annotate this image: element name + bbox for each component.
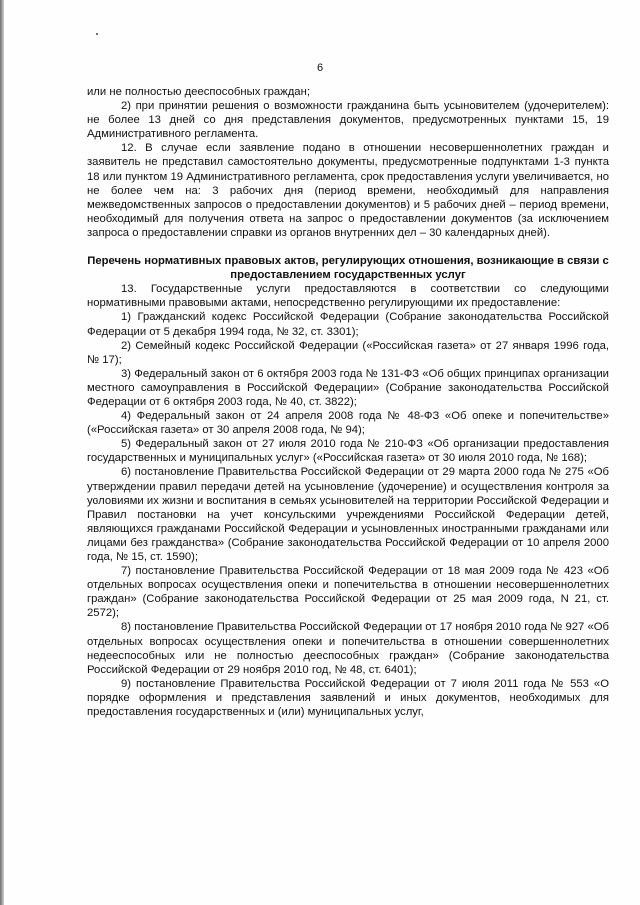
section-heading: Перечень нормативных правовых актов, регулирующих отношения, возникающие в связи с предоставлением государственных услуг [87,255,609,282]
paragraph: или не полностью дееспособных граждан; [87,86,310,98]
list-item: 7) постановление Правительства Российской Федерации от 18 мая 2009 года № 423 «Об отдельных вопросах осуществления опеки и попечительства в отношении несовершеннолетних граждан» (Собрание законодательства Российской Федерации от 25 мая 2009 года, N 21, ст. 2572); [87,565,609,620]
list-item: 2) Семейный кодекс Российской Федерации («Российская газета» от 27 января 1996 года, № 17); [87,339,609,366]
list-item: 3) Федеральный закон от 6 октября 2003 года № 131-ФЗ «Об общих принципах организации местного самоуправления в Российской Федерации» (Собрание законодательства Российской Федерации от 6 октября 2003 года, № 40, ст. 3822); [87,367,609,408]
list-item: 5) Федеральный закон от 27 июля 2010 года № 210-ФЗ «Об организации предоставления государственных и муниципальных услуг» («Российская газета» от 30 июля 2010 года, № 168); [87,438,609,465]
list-item: 6) постановление Правительства Российской Федерации от 29 марта 2000 года № 275 «Об утверждении правил передачи детей на усыновление (удочерение) и осуществления контроля за условиями их жизни и воспитания в семьях усыновителей на территории Российской Федерации и Правил постановки на учет консульскими учреждениями Российской Федерации детей, являющихся гражданами Российской Федерации и усыновленных иностранными гражданами или лицами без гражданства» (Собрание законодательства Российской Федерации от 10 апреля 2000 года, № 15, ст. 1590); [87,466,609,563]
paragraph: 13. Государственные услуги предоставляются в соответствии со следующими нормативными правовыми актами, непосредственно регулирующими их предоставление: [87,283,609,310]
list-item: 4) Федеральный закон от 24 апреля 2008 года № 48-ФЗ «Об опеке и попечительстве» («Российская газета» от 30 апреля 2008 года, № 94); [87,410,609,437]
list-item: 9) постановление Правительства Российской Федерации от 7 июля 2011 года № 553 «О порядке оформления и представления заявлений и иных документов, необходимых для предоставления государственных и (или) муниципальных услуг, [87,677,609,719]
page-number: 6 [316,62,324,74]
scan-speck [96,33,98,35]
scan-edge [0,0,4,905]
paragraph: 2) при принятии решения о возможности гражданина быть усыновителем (удочерителем): не более 13 дней со дня представления документов, предусмотренных пунктами 15, 19 Административного регламента. [87,100,609,141]
paragraph: 12. В случае если заявление подано в отношении несовершеннолетних граждан и заявитель не представил самостоятельно документы, предусмотренные подпунктами 1-3 пункта 18 или пунктом 19 Административного регламента, срок предоставления услуги увеличивается, но не более чем на: 3 рабочих дня (период времени, необходимый для направления межведомственных запросов о предоставлении документов) и 5 рабочих дней – период времени, необходимый для получения ответа на запрос о предоставлении документов (за исключением запроса о предоставлении справки из органов внутренних дел – 30 календарных дней). [87,142,609,239]
list-item: 1) Гражданский кодекс Российской Федерации (Собрание законодательства Российской Федерации от 5 декабря 1994 года, № 32, ст. 3301); [87,311,609,338]
list-item: 8) постановление Правительства Российской Федерации от 17 ноября 2010 года № 927 «Об отдельных вопросах осуществления опеки и попечительства в отношении совершеннолетних недееспособных или не полностью дееспособных граждан» (Собрание законодательства Российской Федерации от 29 ноября 2010 год, № 48, ст. 6401); [87,621,609,676]
document-body [87,85,609,719]
